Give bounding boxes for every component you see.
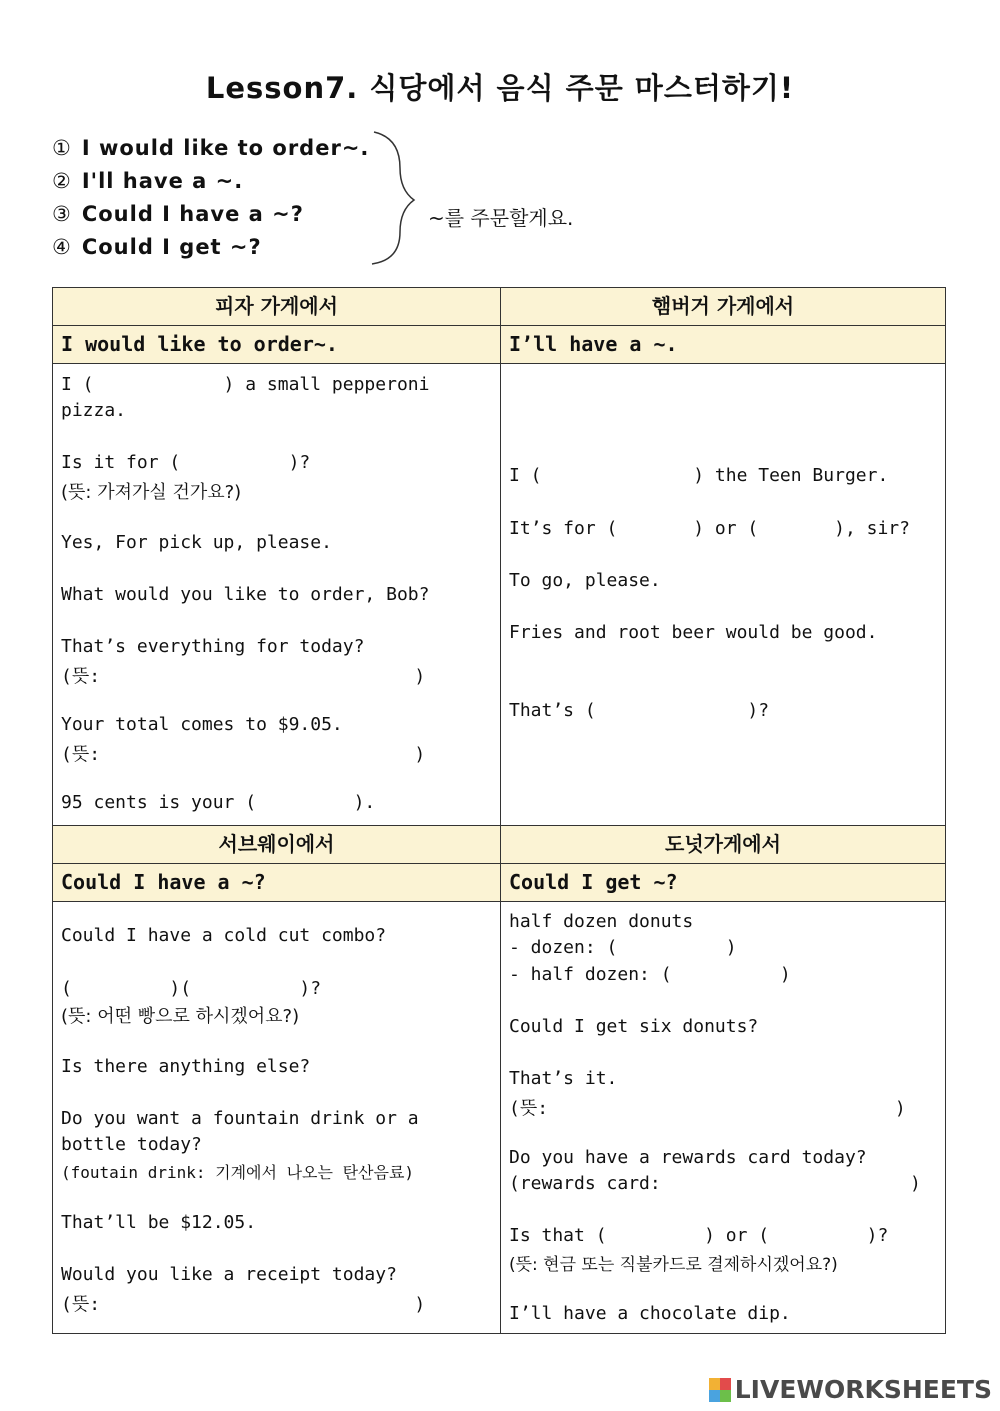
dialogue-line: Do you have a rewards card today? — [509, 1147, 867, 1168]
dialogue-line: - dozen: ( ) — [509, 937, 737, 958]
dialogue-line: Is that ( ) or ( )? — [509, 1225, 889, 1246]
expression-text: I would like to order~. — [81, 136, 370, 160]
dialogue-line: Your total comes to $9.05. — [61, 714, 343, 735]
dialogue-line: (foutain drink: 기계에서 나오는 탄산음료) — [61, 1163, 415, 1182]
dialogue-line: It’s for ( ) or ( ), sir? — [509, 518, 910, 539]
subway-expression: Could I have a ~? — [53, 864, 500, 901]
expressions-meaning: ~를 주문할게요. — [428, 206, 574, 230]
expression-2 — [52, 169, 243, 193]
dialogue-line: To go, please. — [509, 570, 661, 591]
dialogue-line: (뜻: 가져가실 건가요?) — [61, 482, 242, 503]
curly-brace-icon — [366, 128, 426, 268]
pizza-expression: I would like to order~. — [53, 326, 500, 363]
dialogue-line: (뜻: ) — [509, 1098, 906, 1119]
dialogue-line: (뜻: 어떤 빵으로 하시겠어요?) — [61, 1006, 300, 1027]
logo-text: LIVEWORKSHEETS — [734, 1375, 992, 1404]
dialogue-line: ( )( )? — [61, 978, 322, 999]
burger-heading: 햄버거 가게에서 — [501, 288, 945, 325]
dialogue-line: Yes, For pick up, please. — [61, 532, 332, 553]
dialogue-line: (rewards card: ) — [509, 1173, 921, 1194]
expression-1 — [52, 136, 369, 160]
subway-dialogue — [53, 902, 500, 1333]
dialogue-line: bottle today? — [61, 1134, 202, 1155]
dialogue-line: Is it for ( )? — [61, 452, 311, 473]
pizza-heading: 피자 가게에서 — [53, 288, 500, 325]
dialogue-line: What would you like to order, Bob? — [61, 584, 430, 605]
dialogue-line: Do you want a fountain drink or a — [61, 1108, 419, 1129]
dialogue-line: (뜻: ) — [61, 666, 426, 687]
expression-3 — [52, 202, 304, 226]
dialogue-line: Would you like a receipt today? — [61, 1264, 397, 1285]
dialogue-line: (뜻: ) — [61, 744, 426, 765]
expression-4 — [52, 235, 262, 259]
dialogue-table — [52, 287, 946, 1334]
dialogue-line: Is there anything else? — [61, 1056, 311, 1077]
subway-heading: 서브웨이에서 — [53, 826, 500, 863]
dialogue-line: That’s ( )? — [509, 700, 770, 721]
dialogue-line: I ( ) the Teen Burger. — [509, 465, 889, 486]
page-title: Lesson7. 식당에서 음식 주문 마스터하기! — [205, 71, 795, 105]
expression-number: ③ — [52, 202, 72, 226]
expression-text: I'll have a ~. — [81, 169, 244, 193]
liveworksheets-logo — [709, 1375, 992, 1404]
dialogue-line: That’ll be $12.05. — [61, 1212, 257, 1233]
pizza-dialogue — [53, 364, 500, 824]
dialogue-line: I ( ) a small pepperoni — [61, 374, 430, 395]
expression-number: ② — [52, 169, 72, 193]
donut-dialogue — [501, 902, 945, 1333]
dialogue-line: (뜻: 현금 또는 직불카드로 결제하시겠어요?) — [509, 1255, 838, 1275]
burger-dialogue — [501, 364, 945, 824]
dialogue-line: - half dozen: ( ) — [509, 964, 791, 985]
dialogue-line: I’ll have a chocolate dip. — [509, 1303, 791, 1324]
expression-number: ① — [52, 136, 72, 160]
dialogue-line: (뜻: ) — [61, 1294, 426, 1315]
donut-heading: 도넛가게에서 — [501, 826, 945, 863]
dialogue-line: half dozen donuts — [509, 911, 694, 932]
dialogue-line: That’s it. — [509, 1068, 618, 1089]
expression-text: Could I have a ~? — [81, 202, 304, 226]
expression-text: Could I get ~? — [81, 235, 262, 259]
dialogue-line: Could I have a cold cut combo? — [61, 925, 387, 946]
liveworksheets-logo-icon — [709, 1378, 731, 1402]
dialogue-line: That’s everything for today? — [61, 636, 365, 657]
burger-expression: I’ll have a ~. — [501, 326, 945, 363]
dialogue-line: Fries and root beer would be good. — [509, 622, 878, 643]
expression-number: ④ — [52, 235, 72, 259]
dialogue-line: 95 cents is your ( ). — [61, 792, 376, 813]
donut-expression: Could I get ~? — [501, 864, 945, 901]
dialogue-line: Could I get six donuts? — [509, 1016, 759, 1037]
dialogue-line: pizza. — [61, 400, 127, 421]
